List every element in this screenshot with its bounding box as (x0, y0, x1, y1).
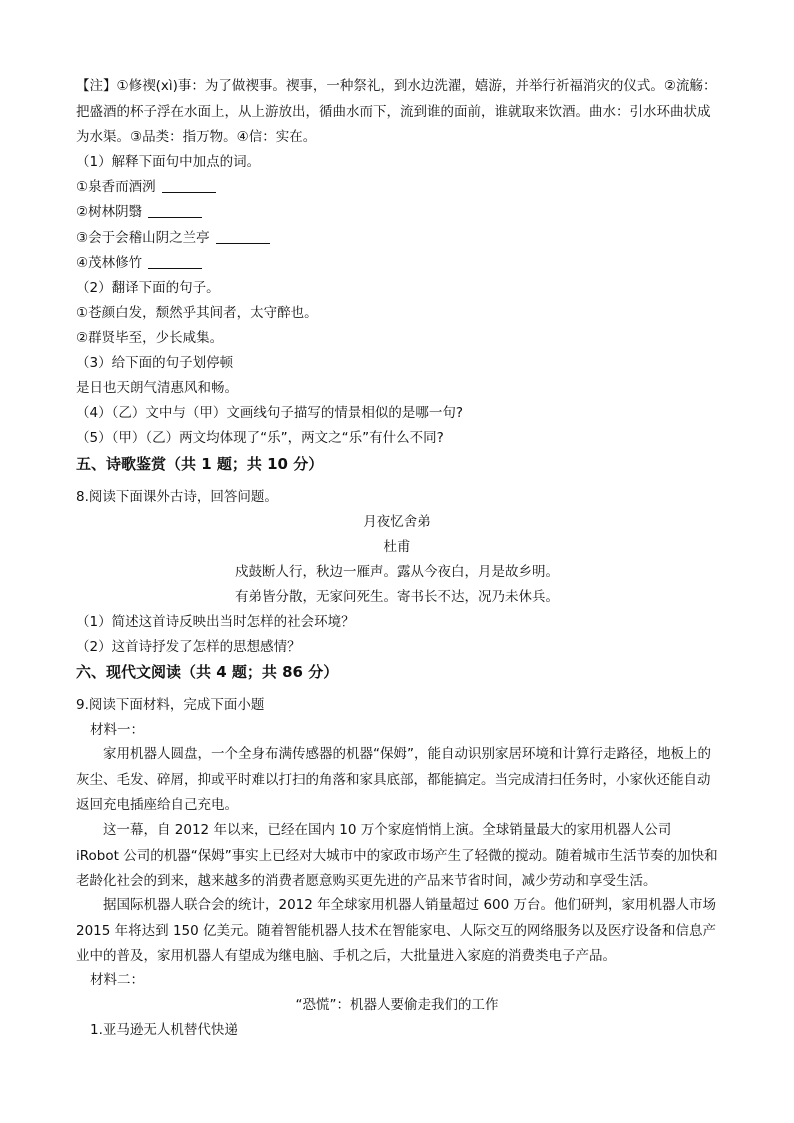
poem-question-2: （2）这首诗抒发了怎样的思想感情？ (76, 639, 301, 655)
q2-item-2: ②群贤毕至，少长咸集。 (76, 330, 224, 346)
material-2-title: “恐慌”：机器人要偷走我们的工作 (295, 997, 499, 1013)
material-2-label: 材料二： (90, 972, 144, 988)
question-5-label: （5）（甲）（乙）两文均体现了“乐”，两文之“乐”有什么不同? (76, 430, 444, 446)
material-1-label: 材料一： (90, 722, 144, 738)
material-1-paragraph-3: 据国际机器人联合会的统计，2012 年全球家用机器人销量超过 600 万台。他们研判，家用机器人市场 2015 年将达到 150 亿美元。随着智能机器人技术在智能家电、人际交互的网络服务以及医疗设备和信息产业中的普及，家用机器人有望成为继电脑、手机之后，大批量进入家庭的消费类电子产品。 (76, 897, 716, 964)
poem-line-1: 戍鼓断人行，秋边一雁声。露从今夜白，月是故乡明。 (235, 564, 559, 580)
q1-item-2-text: ②树林阴翳 (76, 204, 143, 220)
q1-item-1-text: ①泉香而酒洌 (76, 179, 156, 195)
q1-item-4-text: ④茂林修竹 (76, 255, 143, 271)
q3-sentence: 是日也天朗气清惠风和畅。 (76, 380, 238, 396)
q1-item-3-text: ③会于会稽山阴之兰亭 (76, 230, 210, 246)
material-1-paragraph-1: 家用机器人圆盘，一个全身布满传感器的机器“保姆”，能自动识别家居环境和计算行走路径，地板上的灰尘、毛发、碎屑，抑或平时难以打扫的角落和家具底部，都能搞定。当完成清扫任务时，小家伙还能自动返回充电插座给自己充电。 (76, 746, 711, 813)
answer-blank[interactable] (162, 178, 216, 193)
section-6-title: 六、现代文阅读（共 4 题；共 86 分） (76, 663, 339, 681)
answer-blank[interactable] (148, 203, 202, 218)
q2-item-1: ①苍颜白发，颓然乎其间者，太守醉也。 (76, 305, 318, 321)
question-4-label: （4）（乙）文中与（甲）文画线句子描写的情景相似的是哪一句? (76, 405, 464, 421)
section-5-intro: 8.阅读下面课外古诗，回答问题。 (76, 489, 278, 505)
section-5-title: 五、诗歌鉴赏（共 1 题；共 10 分） (76, 455, 324, 473)
poem-author: 杜甫 (383, 539, 411, 555)
material-1-paragraph-2: 这一幕，自 2012 年以来，已经在国内 10 万个家庭悄悄上演。全球销量最大的家用机器人公司 iRobot 公司的机器“保姆”事实上已经对大城市中的家政市场产生了轻微的搅动。随着城市生活节奏的加快和老龄化社会的到来，越来越多的消费者愿意购买更先进的产品来节省时间，减少劳动和享受生活。 (76, 822, 718, 889)
poem-line-2: 有弟皆分散，无家问死生。寄书长不达，况乃未休兵。 (235, 589, 559, 605)
q1-item-4 (76, 251, 718, 276)
answer-blank[interactable] (216, 229, 270, 244)
answer-blank[interactable] (148, 254, 202, 269)
annotation-note: 【注】①修禊(xì)事：为了做禊事。禊事，一种祭礼，到水边洗濯，嬉游，并举行祈福消灾的仪式。②流觞：把盛酒的杯子浮在水面上，从上游放出，循曲水而下，流到谁的面前，谁就取来饮酒。曲水：引水环曲状成为水渠。③品类：指万物。④信：实在。 (76, 78, 717, 145)
section-6-intro: 9.阅读下面材料，完成下面小题 (76, 697, 265, 713)
q1-item-2 (76, 200, 718, 225)
question-1-label: （1）解释下面句中加点的词。 (76, 154, 261, 170)
material-2-subheading: 1.亚马逊无人机替代快递 (90, 1022, 238, 1038)
q1-item-1 (76, 175, 718, 200)
question-3-label: （3）给下面的句子划停顿 (76, 355, 234, 371)
poem-title: 月夜忆舍弟 (363, 514, 431, 530)
q1-item-3 (76, 226, 718, 251)
poem-question-1: （1）简述这首诗反映出当时怎样的社会环境？ (76, 614, 355, 630)
question-2-label: （2）翻译下面的句子。 (76, 280, 220, 296)
